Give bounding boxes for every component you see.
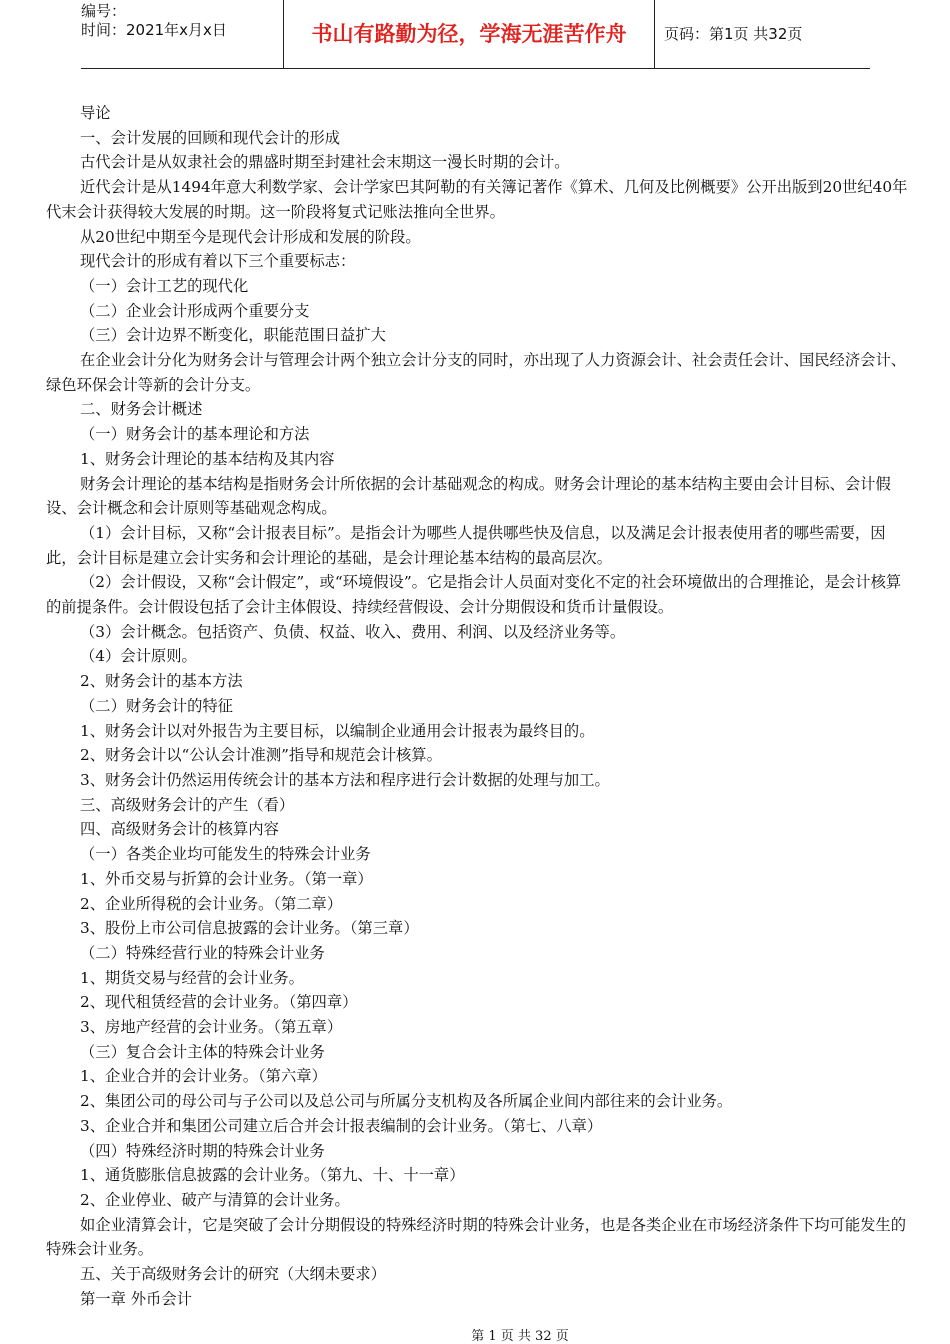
paragraph: 一、会计发展的回顾和现代会计的形成: [80, 128, 341, 147]
paragraph: 1、通货膨胀信息披露的会计业务。（第九、十、十一章）: [80, 1166, 465, 1185]
paragraph: 五、关于高级财务会计的研究（大纲未要求）: [80, 1265, 386, 1284]
header-motto: 书山有路勤为径，学海无涯苦作舟: [283, 0, 655, 68]
paragraph: 2、财务会计的基本方法: [80, 672, 243, 691]
paragraph: 3、企业合并和集团公司建立后合并会计报表编制的会计业务。（第七、八章）: [80, 1116, 603, 1135]
number-label: 编号：: [81, 2, 127, 20]
header-meta: [81, 0, 281, 70]
paragraph: 1、期货交易与经营的会计业务。: [80, 968, 304, 987]
paragraph: 3、财务会计仍然运用传统会计的基本方法和程序进行会计数据的处理与加工。: [80, 770, 610, 789]
paragraph: （一）各类企业均可能发生的特殊会计业务: [80, 845, 371, 864]
paragraph: （四）特殊经济时期的特殊会计业务: [80, 1141, 325, 1160]
paragraph: 2、企业所得税的会计业务。（第二章）: [80, 894, 343, 913]
paragraph: 3、房地产经营的会计业务。（第五章）: [80, 1018, 343, 1037]
paragraph: （3）会计概念。包括资产、负债、权益、收入、费用、利润、以及经济业务等。: [80, 622, 626, 641]
paragraph: 在企业会计分化为财务会计与管理会计两个独立会计分支的同时，亦出现了人力资源会计、社会责任会计、国民经济会计、绿色环保会计等新的会计分支。: [46, 351, 907, 394]
paragraph: 从20世纪中期至今是现代会计形成和发展的阶段。: [80, 227, 421, 246]
paragraph: （一）财务会计的基本理论和方法: [80, 425, 310, 444]
paragraph: 3、股份上市公司信息披露的会计业务。（第三章）: [80, 919, 419, 938]
paragraph: 1、外币交易与折算的会计业务。（第一章）: [80, 869, 373, 888]
header-page-info: 页码：第1页 共32页: [664, 25, 803, 43]
paragraph: 1、财务会计理论的基本结构及其内容: [80, 449, 335, 468]
page-header: [81, 0, 870, 69]
paragraph: 导论: [80, 104, 111, 122]
document-body: [46, 101, 916, 1311]
paragraph: 四、高级财务会计的核算内容: [80, 820, 279, 839]
page-footer: 第 1 页 共 32 页: [471, 1329, 569, 1344]
paragraph: 二、财务会计概述: [80, 400, 203, 419]
paragraph: （二）特殊经营行业的特殊会计业务: [80, 943, 325, 962]
paragraph: 1、企业合并的会计业务。（第六章）: [80, 1067, 327, 1086]
paragraph: （二）企业会计形成两个重要分支: [80, 301, 310, 320]
paragraph: （1）会计目标，又称“会计报表目标”。是指会计为哪些人提供哪些快及信息，以及满足会计报表使用者的哪些需要，因此，会计目标是建立会计实务和会计理论的基础，是会计理论基本结构的最高层次。: [46, 523, 886, 567]
paragraph: 如企业清算会计，它是突破了会计分期假设的特殊经济时期的特殊会计业务，也是各类企业在市场经济条件下均可能发生的特殊会计业务。: [46, 1215, 907, 1259]
paragraph: （三）复合会计主体的特殊会计业务: [80, 1042, 325, 1061]
paragraph: （4）会计原则。: [80, 647, 197, 666]
paragraph: 2、现代租赁经营的会计业务。（第四章）: [80, 993, 358, 1012]
paragraph: （一）会计工艺的现代化: [80, 276, 249, 295]
paragraph: 2、财务会计以“公认会计准测”指导和规范会计核算。: [80, 746, 442, 765]
paragraph: 近代会计是从1494年意大利数学家、会计学家巴其阿勒的有关簿记著作《算术、几何及比例概要》公开出版到20世纪40年代末会计获得较大发展的时期。这一阶段将复式记账法推向全世界。: [46, 178, 908, 221]
paragraph: 三、高级财务会计的产生（看）: [80, 795, 295, 814]
paragraph: 第一章 外币会计: [80, 1289, 192, 1308]
paragraph: （2）会计假设，又称“会计假定”，或“环境假设”。它是指会计人员面对变化不定的社会环境做出的合理推论，是会计核算的前提条件。会计假设包括了会计主体假设、持续经营假设、会计分期假设和货币计量假设。: [46, 573, 902, 617]
paragraph: 1、财务会计以对外报告为主要目标，以编制企业通用会计报表为最终目的。: [80, 721, 595, 740]
paragraph: （二）财务会计的特征: [80, 696, 233, 715]
paragraph: （三）会计边界不断变化，职能范围日益扩大: [80, 326, 386, 345]
paragraph: 古代会计是从奴隶社会的鼎盛时期至封建社会末期这一漫长时期的会计。: [80, 153, 570, 172]
paragraph: 2、集团公司的母公司与子公司以及总公司与所属分支机构及各所属企业间内部往来的会计业务。: [80, 1092, 733, 1111]
time-label: 时间：2021年x月x日: [81, 21, 227, 39]
paragraph: 现代会计的形成有着以下三个重要标志：: [80, 252, 356, 271]
paragraph: 财务会计理论的基本结构是指财务会计所依据的会计基础观念的构成。财务会计理论的基本结构主要由会计目标、会计假设、会计概念和会计原则等基础观念构成。: [46, 474, 891, 518]
paragraph: 2、企业停业、破产与清算的会计业务。: [80, 1190, 350, 1209]
